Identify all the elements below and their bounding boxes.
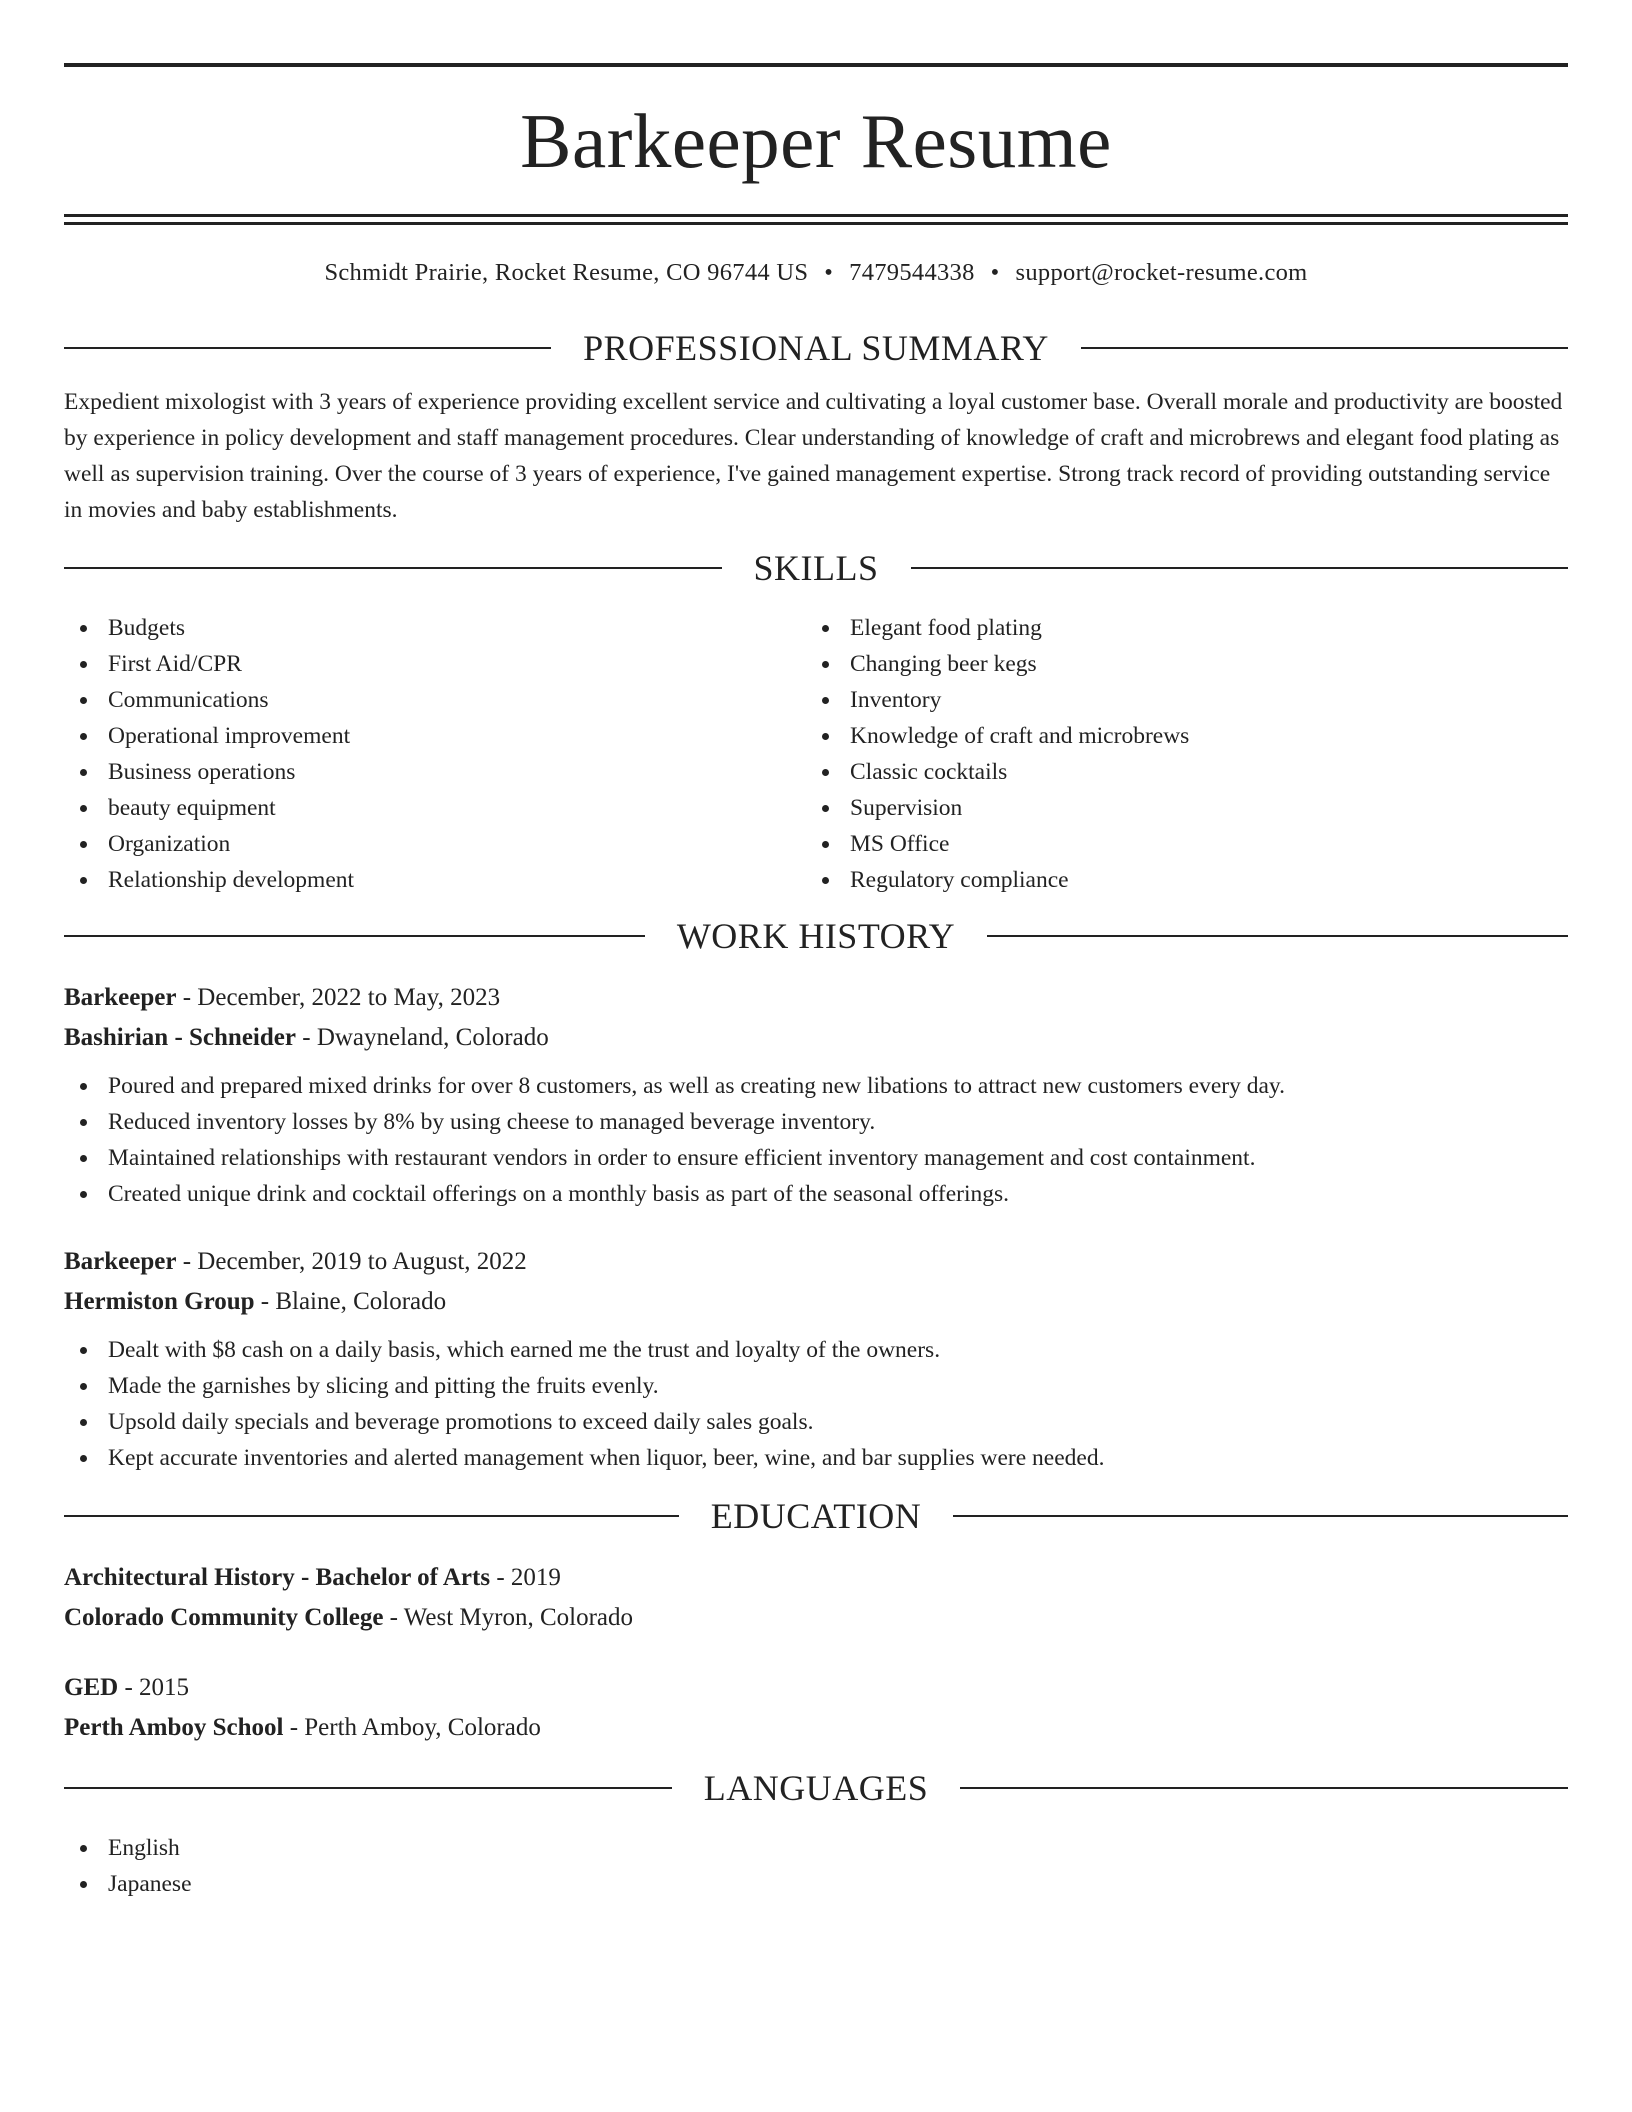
skill-item: Changing beer kegs (806, 646, 1548, 682)
language-item: English (64, 1830, 1568, 1866)
skill-item: Relationship development (64, 862, 806, 898)
email: support@rocket-resume.com (1015, 259, 1308, 286)
summary-text: Expedient mixologist with 3 years of experience providing excellent service and cultivating a loyal customer base. Overall morale and productivity are boosted by experience in policy development and staff management procedures. Clear understanding of knowledge of craft and microbrews and elegant food plating as well as supervision training. Over the course of 3 years of experience, I've gained management expertise. Strong track record of providing outstanding service in movies and baby establishments. (64, 388, 1563, 523)
job-dates: December, 2022 to May, 2023 (197, 983, 501, 1011)
resume-page (64, 63, 1568, 1902)
separator-dot: • (824, 259, 834, 286)
job-bullet: Dealt with $8 cash on a daily basis, which earned me the trust and loyalty of the owners. (64, 1332, 1568, 1368)
company-line: Hermiston Group - Blaine, Colorado (64, 1287, 447, 1315)
languages-list (64, 1830, 1568, 1902)
contact-line (64, 261, 1568, 286)
job-bullet: Reduced inventory losses by 8% by using cheese to managed beverage inventory. (64, 1104, 1568, 1140)
job-entry (64, 1242, 1568, 1476)
degree: GED (64, 1673, 119, 1701)
phone: 7479544338 (849, 259, 975, 286)
job-title: Barkeeper (64, 1247, 177, 1275)
job-bullet: Created unique drink and cocktail offerings on a monthly basis as part of the seasonal offerings. (64, 1176, 1568, 1212)
heading-rule (953, 1515, 1568, 1517)
resume-title: Barkeeper Resume (520, 98, 1112, 184)
skill-item: Inventory (806, 682, 1548, 718)
skill-item: beauty equipment (64, 790, 806, 826)
degree: Architectural History - Bachelor of Arts (64, 1563, 491, 1591)
heading-rule (960, 1787, 1568, 1789)
degree-line: GED - 2015 (64, 1673, 190, 1701)
section-heading-languages (64, 1767, 1568, 1808)
heading-rule (64, 347, 551, 349)
address: Schmidt Prairie, Rocket Resume, CO 96744 US (324, 259, 809, 286)
heading-rule (64, 1515, 679, 1517)
heading-rule (64, 567, 722, 569)
work-history (64, 978, 1568, 1476)
section-heading-skills (64, 547, 1568, 588)
section-title: LANGUAGES (703, 1767, 929, 1808)
education-entry (64, 1558, 1568, 1638)
heading-rule (987, 935, 1568, 937)
degree-line: Architectural History - Bachelor of Arts - 2019 (64, 1563, 561, 1591)
job-bullet: Maintained relationships with restaurant vendors in order to ensure efficient inventory management and cost containment. (64, 1140, 1568, 1176)
section-heading-education (64, 1495, 1568, 1536)
job-bullet: Kept accurate inventories and alerted management when liquor, beer, wine, and bar supplies were needed. (64, 1440, 1568, 1476)
job-entry (64, 978, 1568, 1212)
separator-dot: • (990, 259, 1000, 286)
double-rule (64, 214, 1568, 225)
company-line: Bashirian - Schneider - Dwayneland, Colorado (64, 1023, 549, 1051)
company-name: Hermiston Group (64, 1287, 255, 1315)
graduation-year: 2015 (139, 1673, 190, 1701)
skills-column-right (806, 610, 1548, 898)
job-title-line: Barkeeper - December, 2019 to August, 2022 (64, 1247, 527, 1275)
skill-item: Operational improvement (64, 718, 806, 754)
company-location: Dwayneland, Colorado (316, 1023, 549, 1051)
school-location: Perth Amboy, Colorado (304, 1713, 541, 1741)
section-title: WORK HISTORY (676, 915, 956, 956)
top-rule (64, 63, 1568, 67)
skills-list (64, 610, 1568, 898)
job-dates: December, 2019 to August, 2022 (197, 1247, 527, 1275)
skill-item: Supervision (806, 790, 1548, 826)
section-title: EDUCATION (710, 1495, 922, 1536)
school-name: Colorado Community College (64, 1603, 384, 1631)
heading-rule (64, 935, 645, 937)
job-title: Barkeeper (64, 983, 177, 1011)
job-bullet: Poured and prepared mixed drinks for over 8 customers, as well as creating new libations to attract new customers every day. (64, 1068, 1568, 1104)
skill-item: Regulatory compliance (806, 862, 1548, 898)
section-title: PROFESSIONAL SUMMARY (583, 327, 1049, 368)
skill-item: Organization (64, 826, 806, 862)
heading-rule (64, 1787, 672, 1789)
job-title-line: Barkeeper - December, 2022 to May, 2023 (64, 983, 501, 1011)
skill-item: Classic cocktails (806, 754, 1548, 790)
job-bullet: Upsold daily specials and beverage promotions to exceed daily sales goals. (64, 1404, 1568, 1440)
company-location: Blaine, Colorado (275, 1287, 447, 1315)
heading-rule (911, 567, 1569, 569)
school-name: Perth Amboy School (64, 1713, 284, 1741)
language-item: Japanese (64, 1866, 1568, 1902)
skill-item: Business operations (64, 754, 806, 790)
skill-item: Budgets (64, 610, 806, 646)
job-bullet: Made the garnishes by slicing and pitting the fruits evenly. (64, 1368, 1568, 1404)
skill-item: Elegant food plating (806, 610, 1548, 646)
section-heading-summary (64, 327, 1568, 368)
skill-item: Communications (64, 682, 806, 718)
school-line: Colorado Community College - West Myron, Colorado (64, 1603, 634, 1631)
company-name: Bashirian - Schneider (64, 1023, 296, 1051)
heading-rule (1081, 347, 1568, 349)
section-title: SKILLS (753, 547, 879, 588)
skill-item: Knowledge of craft and microbrews (806, 718, 1548, 754)
school-line: Perth Amboy School - Perth Amboy, Colorado (64, 1713, 541, 1741)
skill-item: First Aid/CPR (64, 646, 806, 682)
graduation-year: 2019 (510, 1563, 561, 1591)
job-bullets (64, 1068, 1568, 1212)
school-location: West Myron, Colorado (403, 1603, 634, 1631)
job-bullets (64, 1332, 1568, 1476)
section-heading-work (64, 915, 1568, 956)
skill-item: MS Office (806, 826, 1548, 862)
education-entry (64, 1668, 1568, 1748)
skills-column-left (64, 610, 806, 898)
